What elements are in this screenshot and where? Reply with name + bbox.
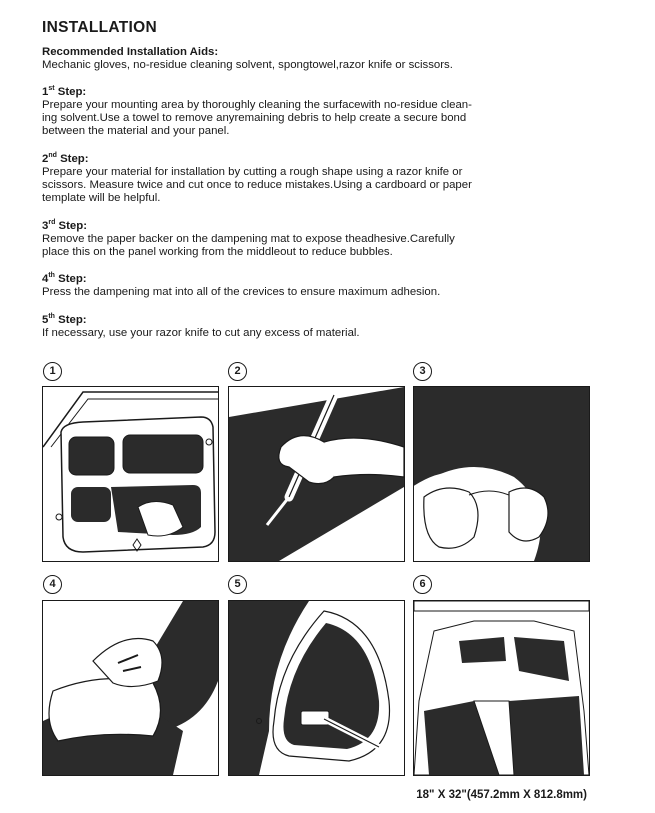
aids-heading: Recommended Installation Aids: [42,46,219,58]
page-title: INSTALLATION [42,19,157,36]
step-4-heading: 4th Step: [42,272,87,285]
knife-cutting-mat-icon [229,387,404,561]
door-panel-cleaning-icon [43,387,218,561]
step-2-heading: 2nd Step: [42,152,89,165]
aids-text: Mechanic gloves, no-residue cleaning solvent, spongtowel,razor knife or scissors. [42,59,453,71]
illustration-4-panel [42,600,219,776]
floor-installed-icon [414,601,589,775]
step-2-text: Prepare your material for installation by cutting a rough shape using a razor knife or scissors. Measure twice and cut once to reduce mistakes.Using a cardboard or paper template will be helpful. [42,166,472,204]
step-1-text: Prepare your mounting area by thoroughly cleaning the surfacewith no-residue clean- ing solvent.Use a towel to remove anyremaining debris to help create a secure bond between the material and your panel. [42,99,472,137]
dimensions-label: 18" X 32"(457.2mm X 812.8mm) [416,789,587,801]
illustration-6-panel [413,600,590,776]
illustration-2-panel [228,386,405,562]
peel-backer-icon [414,387,589,561]
illustration-1-badge: 1 [43,362,62,381]
illustration-1-panel [42,386,219,562]
illustration-3-panel [413,386,590,562]
step-1-heading: 1st Step: [42,85,87,98]
step-3-text: Remove the paper backer on the dampening mat to expose theadhesive.Carefully place this on the panel working from the middleout to reduce bubbles. [42,233,455,258]
illustration-2-badge: 2 [228,362,247,381]
step-5-heading: 5th Step: [42,313,87,326]
step-4-text: Press the dampening mat into all of the crevices to ensure maximum adhesion. [42,286,441,298]
illustration-4-badge: 4 [43,575,62,594]
step-5-text: If necessary, use your razor knife to cut any excess of material. [42,327,360,339]
step-3-heading: 3rd Step: [42,219,87,232]
illustration-5-panel [228,600,405,776]
press-mat-icon [43,601,218,775]
roller-trim-icon [229,601,404,775]
illustration-6-badge: 6 [413,575,432,594]
illustration-5-badge: 5 [228,575,247,594]
illustration-3-badge: 3 [413,362,432,381]
